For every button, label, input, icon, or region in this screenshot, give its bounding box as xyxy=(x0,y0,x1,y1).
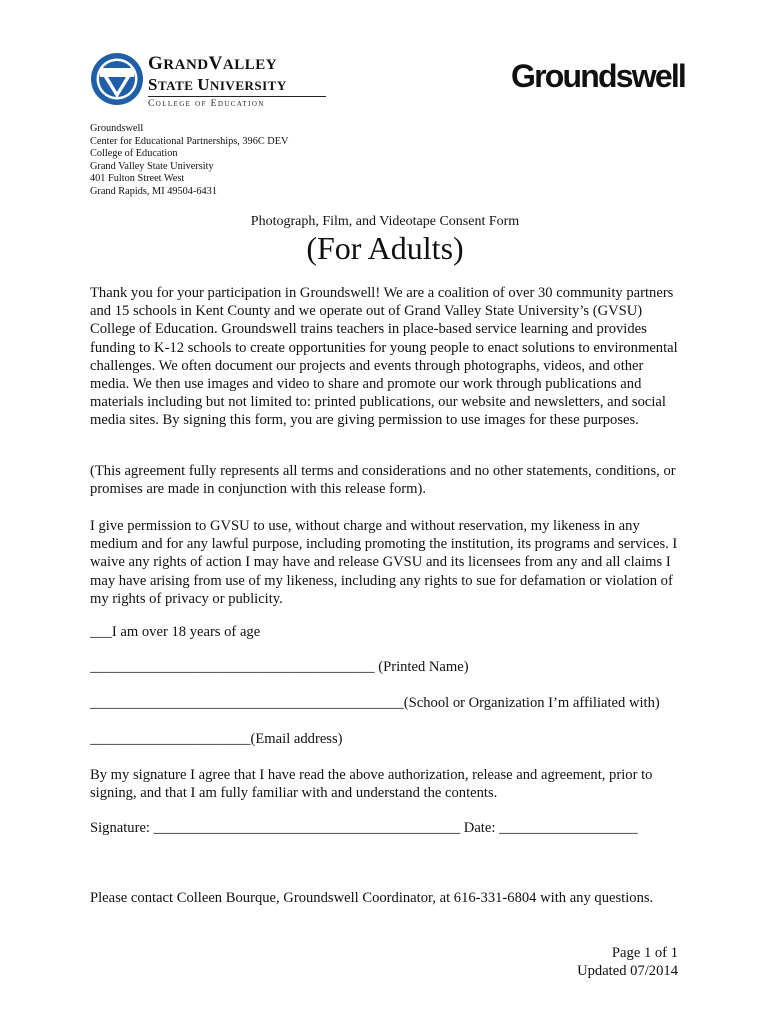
printed-name-field[interactable]: _______________________________________ (Printed Name) xyxy=(90,659,469,675)
address-line: Grand Valley State University xyxy=(90,160,214,172)
contact-line: Please contact Colleen Bourque, Groundswell Coordinator, at 616-331-6804 with any questions. xyxy=(90,890,654,906)
gvsu-line2 xyxy=(148,76,326,93)
address-line: College of Education xyxy=(90,148,178,160)
consent-paragraph: By my signature I agree that I have read the above authorization, release and agreement, prior to signing, and that I am fully familiar with and understand the contents. xyxy=(90,767,653,802)
agreement-paragraph: (This agreement fully represents all terms and considerations and no other statements, conditions, or promises are made in conjunction with this release form). xyxy=(90,463,676,498)
address-line: Grand Rapids, MI 49504-6431 xyxy=(90,185,217,197)
form-subtitle: Photograph, Film, and Videotape Consent Form xyxy=(250,214,520,229)
gvsu-letter: G xyxy=(148,53,164,74)
permission-paragraph: I give permission to GVSU to use, without charge and without reservation, my likeness in any medium and for any lawful purpose, including promoting the institution, its programs and services. I waive any rights of action I may have and release GVSU and its licensees from any and all claims I may have arising from use of my likeness, including any rights to sue for defamation or violation of my rights of privacy or publicity. xyxy=(90,518,678,607)
gvsu-line1 xyxy=(148,54,326,73)
email-field[interactable]: ______________________(Email address) xyxy=(90,731,343,747)
address-line: Groundswell xyxy=(90,123,144,134)
page-number: Page 1 of 1 xyxy=(611,945,678,961)
address-block xyxy=(90,123,288,199)
gvsu-letter: S xyxy=(148,75,158,94)
updated-date: Updated 07/2014 xyxy=(577,963,678,980)
gvsu-logo-icon xyxy=(90,52,144,106)
gvsu-college: College of Education xyxy=(148,99,265,109)
signature-label: Signature: xyxy=(90,820,150,836)
signature-row xyxy=(90,820,638,837)
signature-field[interactable]: __________________________________________ xyxy=(153,820,461,836)
gvsu-letters: NIVERSITY xyxy=(209,78,287,93)
intro-paragraph: Thank you for your participation in Groundswell! We are a coalition of over 30 community partners and 15 schools in Kent County and we operate out of Grand Valley State University’s (GVSU) College of Education. Groundswell trains teachers in place-based service learning and provides funding to K-12 schools to create opportunities for young people to enact solutions to environmental challenges. We often document our projects and events through photographs, videos, and other media. We then use images and video to share and promote our work through publications and materials including but not limited to: printed publications, our website and newsletters, and social media sites. By signing this form, you are giving permission to use images for these purposes. xyxy=(90,285,678,429)
gvsu-letter: U xyxy=(197,75,210,94)
form-title: (For Adults) xyxy=(306,230,464,266)
date-label: Date: xyxy=(463,820,496,836)
gvsu-letters: TATE xyxy=(157,78,194,93)
gvsu-wordmark xyxy=(148,54,326,110)
footer xyxy=(577,944,678,980)
gvsu-letter: V xyxy=(208,53,223,74)
gvsu-letters: ALLEY xyxy=(222,57,278,73)
header xyxy=(90,52,685,112)
address-line: 401 Fulton Street West xyxy=(90,173,185,185)
gvsu-letters: RAND xyxy=(163,57,209,73)
address-line: Center for Educational Partnerships, 396C DEV xyxy=(90,135,289,147)
gvsu-divider xyxy=(148,96,326,97)
age-checkbox-line[interactable]: ___I am over 18 years of age xyxy=(90,624,261,640)
date-field[interactable]: ___________________ xyxy=(499,820,638,836)
school-field[interactable]: ___________________________________________(School or Organization I’m affiliated with) xyxy=(90,695,660,711)
groundswell-logo: Groundswell xyxy=(511,58,685,94)
